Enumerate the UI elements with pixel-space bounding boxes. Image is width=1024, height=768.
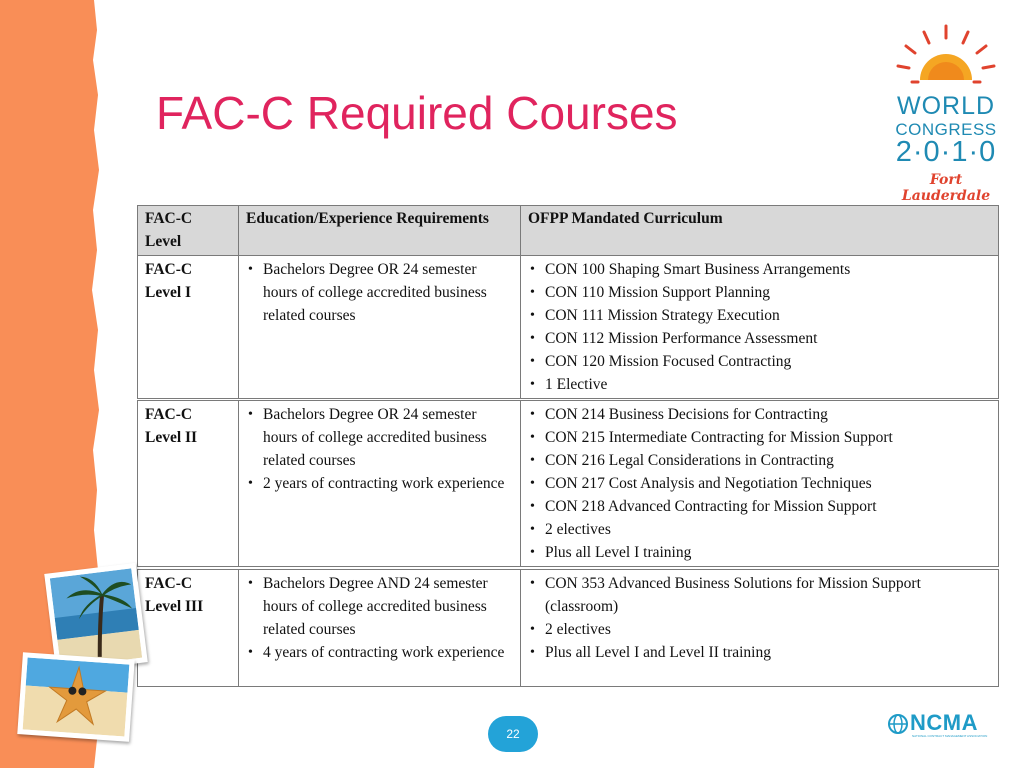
list-item: • CON 353 Advanced Business Solutions for Mission Support (classroom)	[528, 572, 992, 618]
education-cell	[239, 568, 521, 686]
list-item: • Plus all Level I training	[528, 541, 992, 564]
world-congress-logo	[884, 22, 1008, 202]
list-item: • 2 years of contracting work experience	[246, 472, 514, 495]
education-cell	[239, 256, 521, 400]
list-item: • 2 electives	[528, 618, 992, 641]
slide-title: FAC-C Required Courses	[156, 87, 678, 139]
curriculum-cell	[521, 568, 999, 686]
list-item: • 1 Elective	[528, 373, 992, 396]
logo-congress-text: CONGRESS	[895, 120, 997, 139]
list-item: • CON 110 Mission Support Planning	[528, 281, 992, 304]
list-item: • CON 218 Advanced Contracting for Mission Support	[528, 495, 992, 518]
list-item: • Bachelors Degree OR 24 semester hours of college accredited business related courses	[246, 403, 514, 472]
level-cell: FAC-C Level II	[138, 400, 239, 569]
ncma-text: NCMA	[910, 710, 978, 735]
list-item: • 2 electives	[528, 518, 992, 541]
list-item: • CON 100 Shaping Smart Business Arrangements	[528, 258, 992, 281]
globe-icon	[888, 714, 908, 734]
logo-city-text: Fort Lauderdale	[901, 172, 991, 204]
starfish-icon	[23, 658, 130, 737]
list-item: • CON 216 Legal Considerations in Contracting	[528, 449, 992, 472]
level-cell: FAC-C Level I	[138, 256, 239, 400]
sunrise-icon	[884, 22, 1008, 92]
header-level: FAC-C Level	[138, 206, 239, 256]
education-cell	[239, 400, 521, 569]
logo-world-text: WORLD	[896, 92, 996, 120]
list-item: • CON 217 Cost Analysis and Negotiation Techniques	[528, 472, 992, 495]
starfish-photo	[17, 652, 134, 742]
ncma-subtitle: NATIONAL CONTRACT MANAGEMENT ASSOCIATION	[912, 734, 988, 738]
curriculum-cell	[521, 400, 999, 569]
list-item: • CON 215 Intermediate Contracting for Mission Support	[528, 426, 992, 449]
header-curriculum: OFPP Mandated Curriculum	[521, 206, 999, 256]
list-item: • Bachelors Degree AND 24 semester hours of college accredited business related courses	[246, 572, 514, 641]
palm-tree-icon	[50, 568, 142, 667]
list-item: • 4 years of contracting work experience	[246, 641, 514, 664]
list-item: • Bachelors Degree OR 24 semester hours of college accredited business related courses	[246, 258, 514, 327]
table-row	[138, 400, 999, 569]
table-header-row	[138, 206, 999, 256]
curriculum-cell	[521, 256, 999, 400]
ncma-logo	[888, 710, 1002, 740]
table-row	[138, 256, 999, 400]
courses-table	[137, 205, 999, 687]
page-number-badge: 22	[488, 716, 538, 752]
header-education: Education/Experience Requirements	[239, 206, 521, 256]
list-item: • Plus all Level I and Level II training	[528, 641, 992, 664]
list-item: • CON 120 Mission Focused Contracting	[528, 350, 992, 373]
table-row	[138, 568, 999, 686]
logo-year-text: 2·0·1·0	[895, 136, 997, 168]
list-item: • CON 214 Business Decisions for Contracting	[528, 403, 992, 426]
list-item: • CON 111 Mission Strategy Execution	[528, 304, 992, 327]
list-item: • CON 112 Mission Performance Assessment	[528, 327, 992, 350]
level-cell: FAC-C Level III	[138, 568, 239, 686]
